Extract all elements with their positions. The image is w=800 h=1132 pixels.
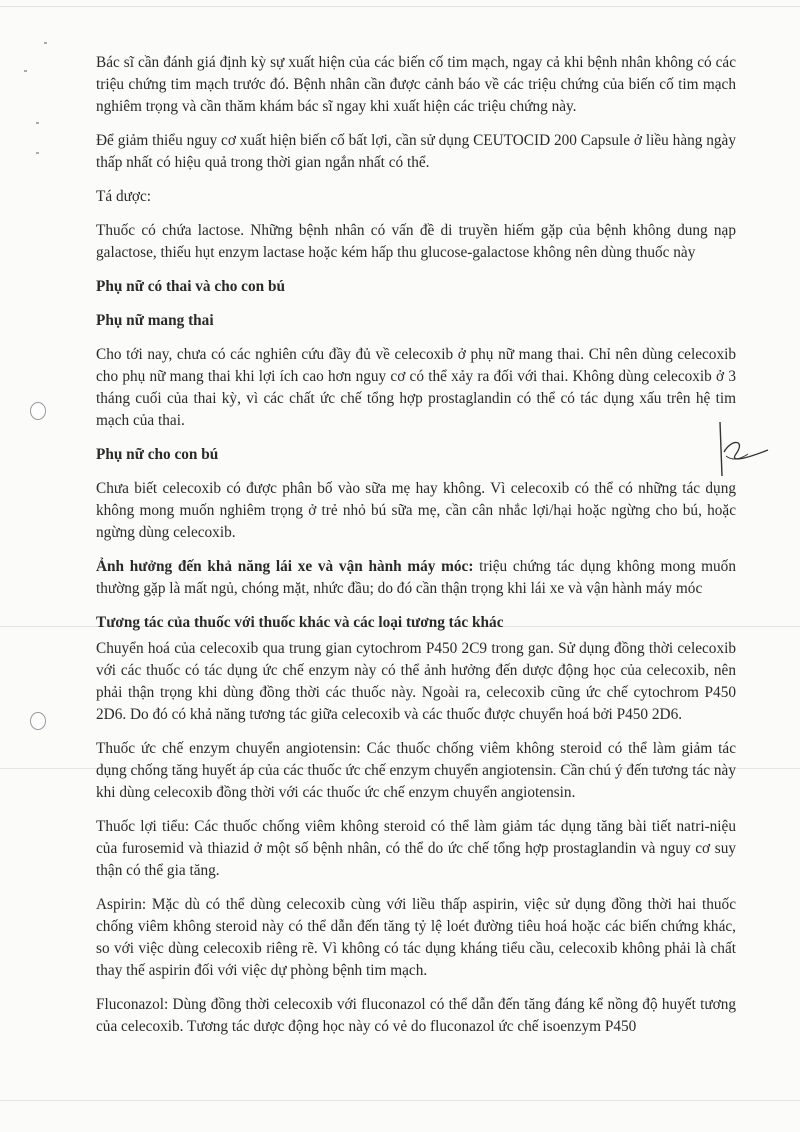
scan-speck (36, 122, 39, 124)
paragraph-lactation: Chưa biết celecoxib có được phân bố vào sữa mẹ hay không. Vì celecoxib có thể có những tác dụng không mong muốn nghiêm trọng ở trẻ nhỏ bú sữa mẹ, cần cân nhắc lợi/hại hoặc ngừng cho bú, hoặc ngừng dùng celecoxib. (96, 480, 736, 541)
document-body (96, 52, 736, 1050)
punch-hole (30, 712, 46, 730)
paragraph-lowest-dose: Để giảm thiểu nguy cơ xuất hiện biến cố bất lợi, cần sử dụng CEUTOCID 200 Capsule ở liều hàng ngày thấp nhất có hiệu quả trong thời gian ngắn nhất có thể. (96, 132, 736, 171)
paragraph-cardio-monitoring: Bác sĩ cần đánh giá định kỳ sự xuất hiện của các biến cố tim mạch, ngay cả khi bệnh nhân không có các triệu chứng tim mạch trước đó. Bệnh nhân cần được cảnh báo về các triệu chứng của biến cố tim mạch nghiêm trọng và cần thăm khám bác sĩ ngay khi xuất hiện các triệu chứng này. (96, 54, 736, 115)
paragraph-fluconazole: Fluconazol: Dùng đồng thời celecoxib với fluconazol có thể dẫn đến tăng đáng kể nồng độ huyết tương của celecoxib. Tương tác dược động học này có vẻ do fluconazol ức chế isoenzym P450 (96, 996, 736, 1035)
scan-speck (24, 70, 27, 72)
heading-pregnancy-lactation: Phụ nữ có thai và cho con bú (96, 278, 285, 295)
paragraph-pregnancy: Cho tới nay, chưa có các nghiên cứu đầy đủ về celecoxib ở phụ nữ mang thai. Chỉ nên dùng celecoxib cho phụ nữ mang thai khi lợi ích cao hơn nguy cơ có thể xảy ra đối với thai. Không dùng celecoxib ở 3 tháng cuối của thai kỳ, vì các chất ức chế tổng hợp prostaglandin có thể có tác dụng xấu trên hệ tim mạch của thai. (96, 346, 736, 429)
punch-hole (30, 402, 46, 420)
paragraph-driving (96, 556, 736, 600)
paragraph-lactose: Thuốc có chứa lactose. Những bệnh nhân có vấn đề di truyền hiếm gặp của bệnh không dung nạp galactose, thiếu hụt enzym lactase hoặc kém hấp thu glucose-galactose không nên dùng thuốc này (96, 222, 736, 261)
heading-pregnancy: Phụ nữ mang thai (96, 312, 214, 329)
paragraph-cyp450: Chuyển hoá của celecoxib qua trung gian cytochrom P450 2C9 trong gan. Sử dụng đồng thời celecoxib với các thuốc có tác dụng ức chế enzym này có thể ảnh hưởng đến dược động học của celecoxib, nên phải thận trọng khi dùng đồng thời các thuốc này. Ngoài ra, celecoxib cũng ức chế cytochrom P450 2D6. Do đó có khả năng tương tác giữa celecoxib và các thuốc được chuyển hoá bởi P450 2D6. (96, 640, 736, 723)
scan-speck (36, 152, 39, 154)
scan-speck (44, 42, 47, 44)
paragraph-aspirin: Aspirin: Mặc dù có thể dùng celecoxib cùng với liều thấp aspirin, việc sử dụng đồng thời hai thuốc chống viêm không steroid này có thể dẫn đến tăng tỷ lệ loét đường tiêu hoá hoặc các biến chứng khác, so với việc dùng celecoxib riêng rẽ. Vì không có tác dụng kháng tiểu cầu, celecoxib không phải là chất thay thế aspirin đối với việc dự phòng bệnh tim mạch. (96, 896, 736, 979)
paragraph-diuretics: Thuốc lợi tiểu: Các thuốc chống viêm không steroid có thể làm giảm tác dụng tăng bài tiết natri-niệu của furosemid và thiazid ở một số bệnh nhân, có thể do ức chế tổng hợp prostaglandin và nguy cơ suy thận có thể gia tăng. (96, 818, 736, 879)
heading-interactions: Tương tác của thuốc với thuốc khác và các loại tương tác khác (96, 614, 504, 631)
scan-line (0, 6, 800, 7)
scan-line (0, 1100, 800, 1101)
heading-lactation: Phụ nữ cho con bú (96, 446, 219, 463)
heading-driving: Ảnh hưởng đến khả năng lái xe và vận hành máy móc: (96, 558, 474, 575)
paragraph-ace-inhibitors: Thuốc ức chế enzym chuyển angiotensin: Các thuốc chống viêm không steroid có thể làm giảm tác dụng chống tăng huyết áp của các thuốc ức chế enzym chuyển angiotensin. Cần chú ý đến tương tác này khi dùng celecoxib đồng thời với các thuốc ức chế enzym chuyển angiotensin. (96, 740, 736, 801)
label-excipients: Tá dược: (96, 188, 152, 205)
driving-text: triệu chứng tác dụng không mong muốn thường gặp là mất ngủ, chóng mặt, nhức đầu; do đó cần thận trọng khi lái xe và vận hành máy móc (96, 558, 736, 597)
